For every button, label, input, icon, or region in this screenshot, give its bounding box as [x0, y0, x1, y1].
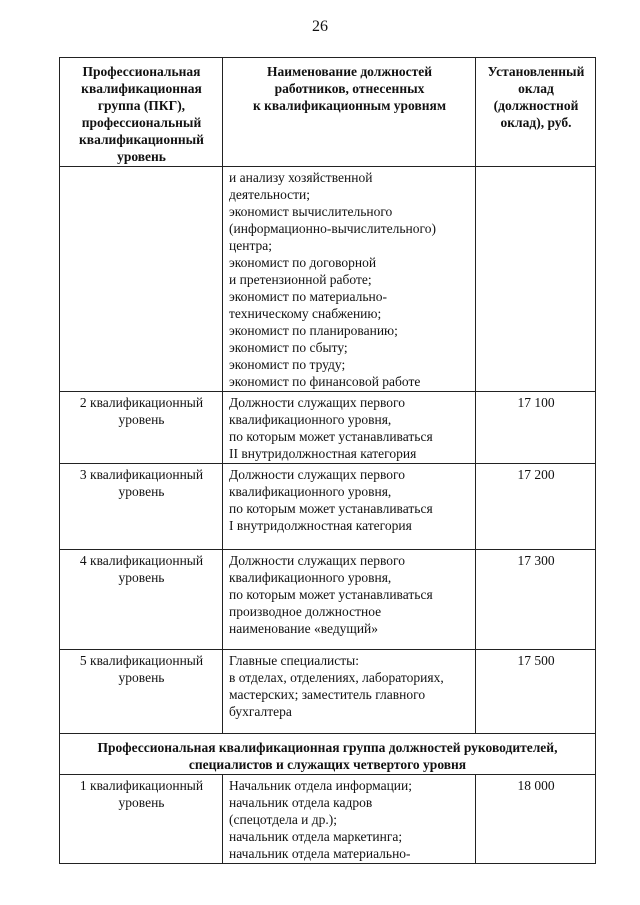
page-number: 26: [312, 18, 328, 35]
salary-cell: 17 300: [476, 550, 596, 650]
group-heading: Профессиональная квалификационная группа должностей руководителей, специалистов и служащих четвертого уровня: [60, 734, 596, 775]
continuation-positions-cell: и анализу хозяйственной деятельности; экономист вычислительного (информационно-вычислительного) центра; экономист по договорной и претензионной работе; экономист по материально- техническому снабжению; экономист по планированию; экономист по сбыту; экономист по труду; экономист по финансовой работе: [223, 167, 476, 392]
qualification-level-cell: 3 квалификационный уровень: [60, 464, 223, 550]
continuation-row: [60, 167, 596, 392]
table-header-row: [60, 58, 596, 167]
salary-cell: 17 100: [476, 392, 596, 464]
group-heading-row: [60, 734, 596, 775]
salary-cell: 17 200: [476, 464, 596, 550]
qualification-level-cell: 2 квалификационный уровень: [60, 392, 223, 464]
positions-cell: Главные специалисты: в отделах, отделениях, лабораториях, мастерских; заместитель главного бухгалтера: [223, 650, 476, 734]
qualification-level-cell: 5 квалификационный уровень: [60, 650, 223, 734]
positions-cell: Должности служащих первого квалификационного уровня, по которым может устанавливаться II внутридолжностная категория: [223, 392, 476, 464]
salary-cell: 17 500: [476, 650, 596, 734]
qualification-level-cell: 1 квалификационный уровень: [60, 775, 223, 864]
continuation-level-cell: [60, 167, 223, 392]
table-row: [60, 464, 596, 550]
continuation-salary-cell: [476, 167, 596, 392]
header-salary: Установленный оклад (должностной оклад), руб.: [476, 58, 596, 167]
positions-cell: Должности служащих первого квалификационного уровня, по которым может устанавливаться I внутридолжностная категория: [223, 464, 476, 550]
positions-cell: Должности служащих первого квалификационного уровня, по которым может устанавливаться производное должностное наименование «ведущий»: [223, 550, 476, 650]
salary-cell: 18 000: [476, 775, 596, 864]
table-row: [60, 650, 596, 734]
table-row: [60, 550, 596, 650]
salary-table: [59, 57, 596, 864]
table-row: [60, 775, 596, 864]
header-qualification-group: Профессиональная квалификационная группа (ПКГ), профессиональный квалификационный уровень: [60, 58, 223, 167]
table-row: [60, 392, 596, 464]
positions-cell: Начальник отдела информации; начальник отдела кадров (спецотдела и др.); начальник отдела маркетинга; начальник отдела материально-: [223, 775, 476, 864]
qualification-level-cell: 4 квалификационный уровень: [60, 550, 223, 650]
header-position-names: Наименование должностей работников, отнесенных к квалификационным уровням: [223, 58, 476, 167]
